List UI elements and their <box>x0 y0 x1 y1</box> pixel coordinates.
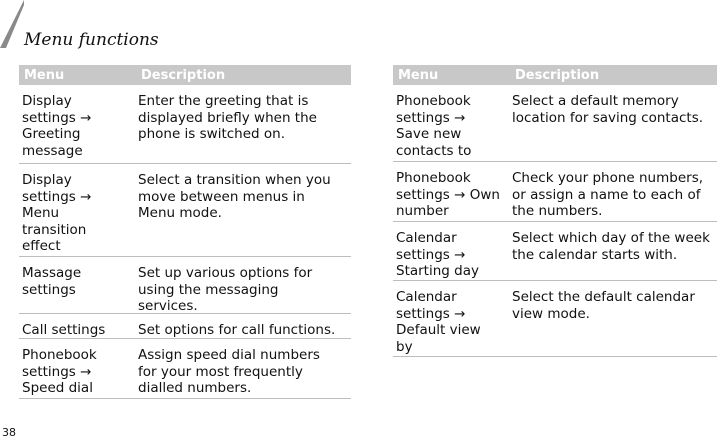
menu-table-right <box>393 65 717 357</box>
table-row <box>393 162 717 222</box>
table-header <box>393 65 717 85</box>
row-description: Set options for call functions. <box>138 322 336 338</box>
page-number: 38 <box>2 426 16 439</box>
table-row <box>19 257 351 314</box>
header-menu: Menu <box>24 67 65 83</box>
table-row <box>393 222 717 281</box>
row-description: Select a default memory location for saving contacts. <box>512 93 704 126</box>
table-row <box>19 339 351 399</box>
row-menu: Phonebook settings → Own number <box>396 170 500 219</box>
row-menu: Display settings → Greeting message <box>22 93 92 159</box>
row-description: Set up various options for using the messaging services. <box>138 265 313 314</box>
table-row <box>19 85 351 164</box>
header-accent-bar <box>0 0 24 48</box>
row-menu: Call settings <box>22 322 106 338</box>
row-description: Select which day of the week the calendar starts with. <box>512 230 710 263</box>
table-row <box>393 85 717 162</box>
table-header <box>19 65 351 85</box>
row-description: Check your phone numbers, or assign a name to each of the numbers. <box>512 170 704 219</box>
row-menu: Phonebook settings → Speed dial <box>22 347 97 396</box>
row-menu: Calendar settings → Default view by <box>396 289 481 355</box>
menu-table-left <box>19 65 351 399</box>
row-description: Select a transition when you move between menus in Menu mode. <box>138 172 331 221</box>
row-description: Enter the greeting that is displayed briefly when the phone is switched on. <box>138 93 317 142</box>
header-description: Description <box>515 67 600 83</box>
table-row <box>393 281 717 357</box>
row-menu: Calendar settings → Starting day <box>396 230 479 279</box>
row-description: Assign speed dial numbers for your most frequently dialled numbers. <box>138 347 320 396</box>
row-description: Select the default calendar view mode. <box>512 289 695 322</box>
header-description: Description <box>141 67 226 83</box>
row-menu: Massage settings <box>22 265 82 298</box>
table-row <box>19 164 351 257</box>
row-menu: Display settings → Menu transition effect <box>22 172 92 254</box>
table-row <box>19 314 351 339</box>
page-title: Menu functions <box>24 30 159 50</box>
header-menu: Menu <box>398 67 439 83</box>
row-menu: Phonebook settings → Save new contacts to <box>396 93 472 159</box>
